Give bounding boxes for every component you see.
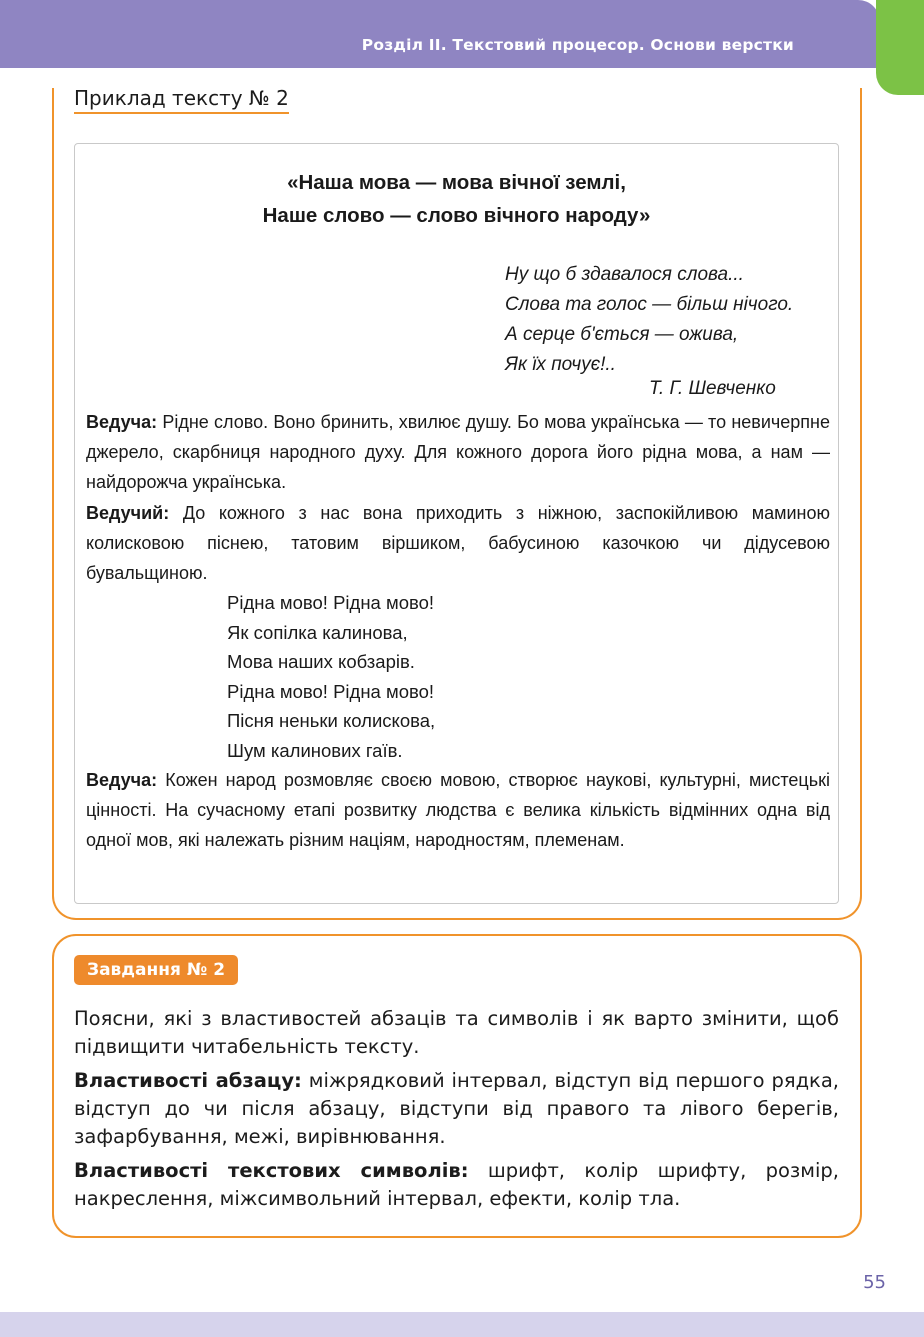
sample-heading-line: «Наша мова — мова вічної землі, <box>287 171 626 194</box>
paragraph-text: Кожен народ розмовляє своєю мовою, створює наукові, культурні, мистецькі цінності. На сучасному етапі розвитку людства є велика кількість відмінних одна від одної мов, які належать різним націям, народностям, племенам. <box>86 770 830 850</box>
character-properties-label: Властивості текстових символів: <box>74 1159 469 1182</box>
poem-line: Пісня неньки колискова, <box>227 710 436 731</box>
host-paragraph <box>86 407 830 497</box>
epigraph <box>505 260 793 380</box>
task-badge: Завдання № 2 <box>74 955 238 985</box>
poem-line: Рідна мово! Рідна мово! <box>227 680 435 702</box>
epigraph-author: Т. Г. Шевченко <box>649 378 776 399</box>
speaker-label: Ведучий: <box>86 503 170 523</box>
paragraph-text: До кожного з нас вона приходить з ніжною, заспокійливою маминою колисковою піснею, татовим віршиком, бабусиною казочкою чи дідусевою бувальщиною. <box>86 503 830 583</box>
paragraph-properties-label: Властивості абзацу: <box>74 1069 302 1092</box>
epigraph-line: Як їх почує!.. <box>505 354 616 375</box>
example-title: Приклад тексту № 2 <box>74 86 289 114</box>
page-number: 55 <box>863 1272 886 1293</box>
poem-line: Мова наших кобзарів. <box>227 651 415 672</box>
corner-tab <box>876 0 924 95</box>
footer-bar <box>0 1312 924 1337</box>
poem <box>227 588 435 765</box>
epigraph-line: А серце б'ється — ожива, <box>505 324 739 345</box>
poem-line: Шум калинових гаїв. <box>227 739 403 761</box>
host-paragraph <box>86 765 830 855</box>
task-intro: Поясни, які з властивостей абзаців та символів і як варто змінити, щоб підвищити читабельність тексту. <box>74 1007 839 1058</box>
epigraph-line: Ну що б здавалося слова... <box>505 264 744 285</box>
sample-text-box <box>74 143 839 904</box>
paragraph-text: Рідне слово. Воно бринить, хвилює душу. Бо мова українська — то невичерпне джерело, скарбниця народного духу. Для кожного дорога його рідна мова, а нам — найдорожча українська. <box>86 412 830 492</box>
chapter-header-bar <box>0 0 880 68</box>
epigraph-line: Слова та голос — більш нічого. <box>505 294 794 315</box>
sample-heading <box>75 166 838 232</box>
chapter-title: Розділ ІІ. Текстовий процесор. Основи верстки <box>361 36 794 54</box>
character-properties <box>74 1157 839 1213</box>
host-paragraph <box>86 498 830 588</box>
sample-heading-line: Наше слово — слово вічного народу» <box>262 204 651 227</box>
paragraph-properties-text: міжрядковий інтервал, відступ від першого рядка, відступ до чи після абзацу, відступи від правого та лівого берегів, зафарбування, межі, вирівнювання. <box>74 1069 839 1148</box>
poem-line: Рідна мово! Рідна мово! <box>227 592 435 613</box>
paragraph-properties <box>74 1067 839 1151</box>
speaker-label: Ведуча: <box>86 412 158 432</box>
character-properties-text: шрифт, колір шрифту, розмір, накреслення, міжсимвольний інтервал, ефекти, колір тла. <box>74 1159 839 1210</box>
speaker-label: Ведуча: <box>86 770 158 790</box>
poem-line: Як сопілка калинова, <box>227 621 408 643</box>
